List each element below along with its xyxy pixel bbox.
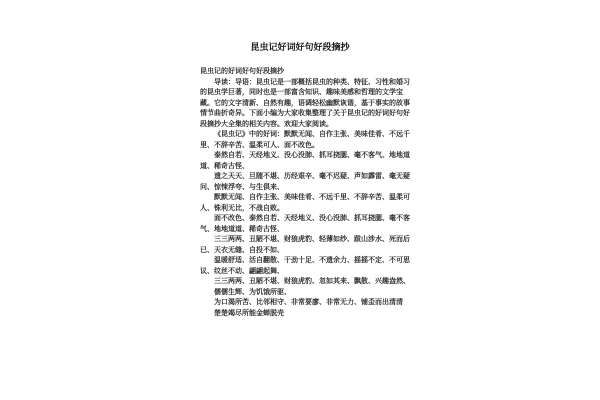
document-body — [200, 66, 410, 318]
body-paragraph-words-2: 泰然自若、天经地义、没心没肺、抓耳挠腮、毫不客气、地地道道、稀奇古怪、 — [200, 151, 410, 170]
body-paragraph-words-1: 《昆虫记》中的好词：默默无闻、自作主张、美味佳肴、不远千里、不辞辛苦、温柔可人、面不改色。 — [200, 130, 410, 149]
body-paragraph-words-11: 楚楚竭尽所能金蝉脱壳 — [214, 308, 284, 317]
body-paragraph-words-6: 三三两两、丑陋不堪、财狼虎豹、轻薄如纱、跋山涉水、死而后已、天衣无缝、自投不如、 — [200, 235, 410, 254]
document-title: 昆虫记好词好句好段摘抄 — [250, 43, 350, 53]
body-paragraph-words-8: 三三两两、丑陋不堪、财狼虎豹、忽如其来、飘散、兴趣盎然、 — [214, 277, 410, 285]
body-paragraph-words-10: 为口渴所苦、比邻相守、非常要廖、非常无力、铺歪而出清清 — [214, 298, 403, 306]
body-paragraph-words-7: 温暖舒适、活自翻散、干劲十足、不遗余力、摇摇不定、不可思议、纹丝不动、翩翩起舞、 — [200, 256, 410, 275]
body-paragraph-words-4: 默默无闻、自作主张、美味佳肴、不远千里、不辞辛苦、温柔可人、铢利无比，不战自败。 — [200, 193, 410, 212]
body-paragraph-words-3: 遗之天天、旦随不堪、历经艰辛、毫不迟疑、声如霹雷、毫无疑问、惊悚浮夸、与生俱来、 — [200, 172, 410, 191]
body-paragraph-words-9: 儒儒生辉、为饥饿所驱、 — [214, 287, 291, 296]
body-paragraph-words-5: 面不改色、泰然自若、天经地义、没心没肺、抓耳挠腮、毫不客气、地地道道、稀奇古怪、 — [200, 214, 410, 233]
body-paragraph-intro: 导读：导语：昆虫记是一部概括昆虫的种类、特征、习性和婚习的昆虫学巨著，同时也是一部富含知识、趣味美感和哲理的文学宝藏。它的文字清新、自然有趣，语调轻松幽默诙谐，基于事实的故事情节曲折奇异。下面小编为大家收集整理了关于昆虫记的好词好句好段摘抄大全集的相关内容。欢迎大家阅读。 — [200, 77, 410, 128]
body-paragraph-subtitle: 昆虫记的好词好句好段摘抄 — [200, 67, 284, 75]
